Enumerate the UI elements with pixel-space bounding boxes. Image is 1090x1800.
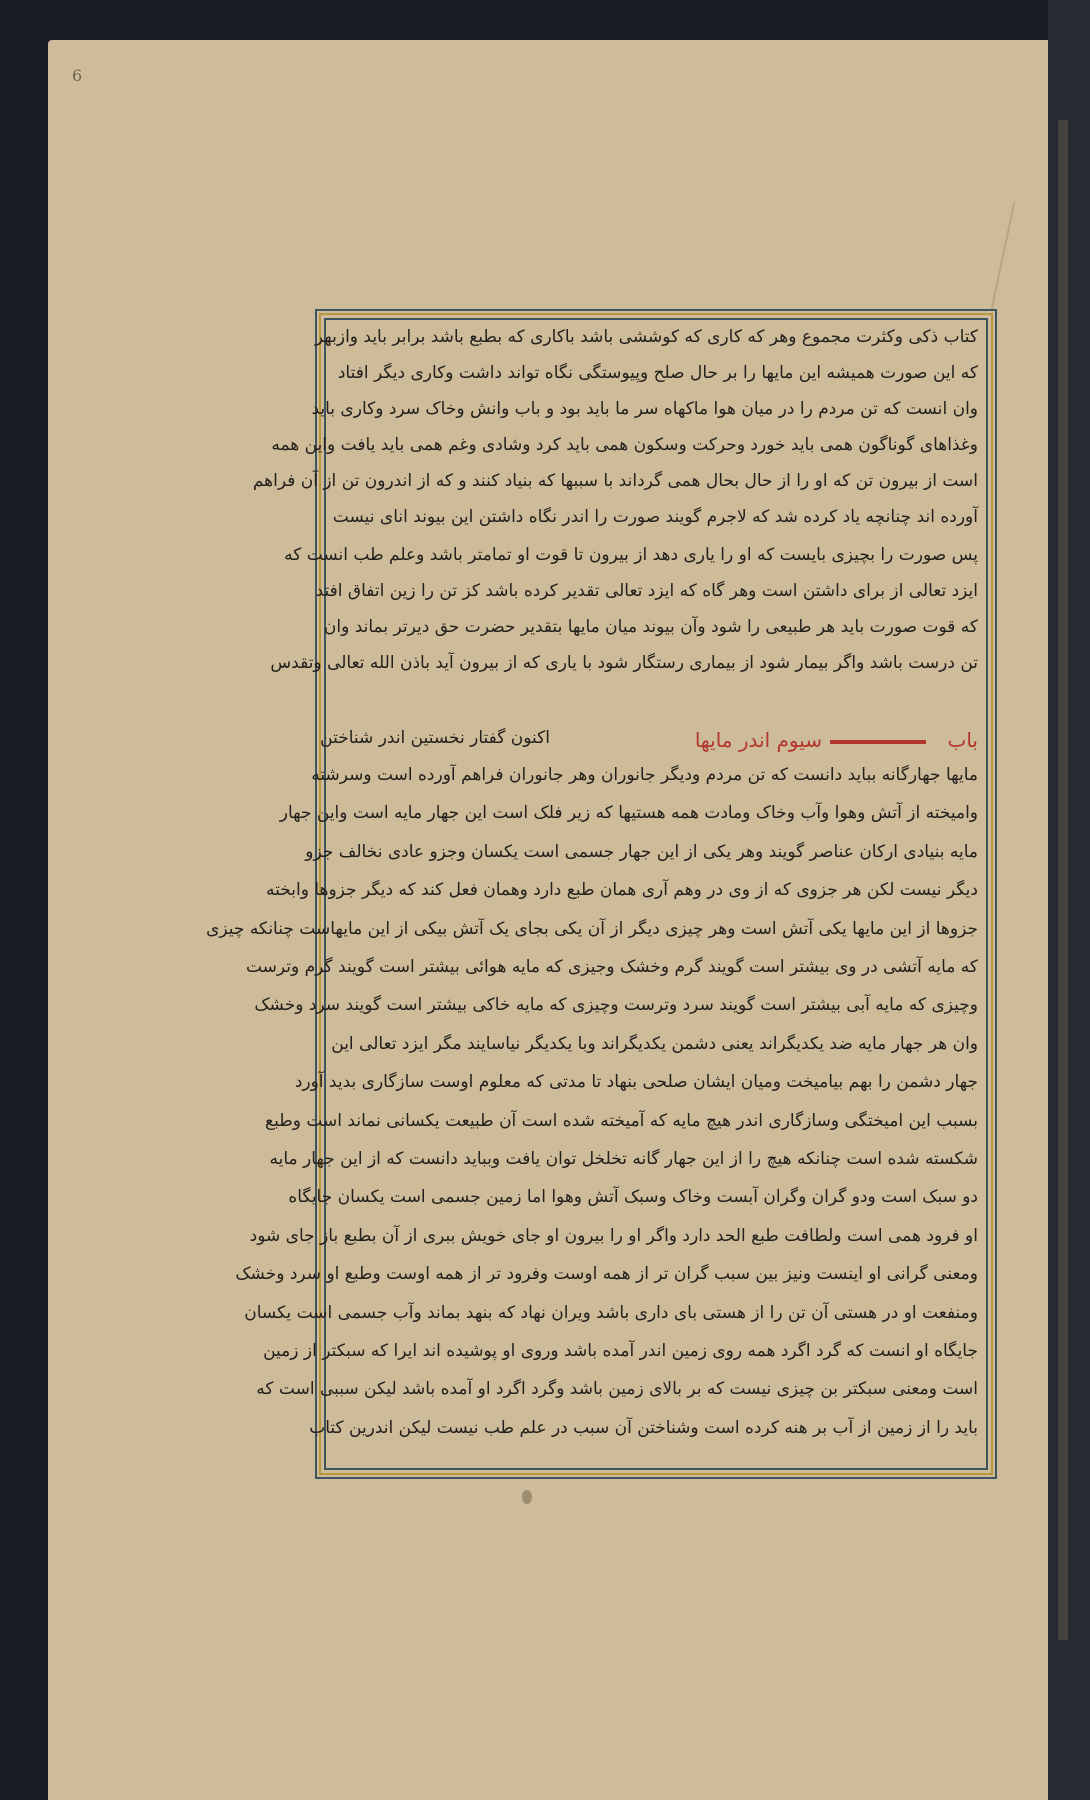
text-line: باید را از زمین از آب بر هنه کرده است وشناختن آن سبب در علم طب نیست لیکن اندرین کتاب <box>309 1417 978 1438</box>
text-line: آورده اند چنانچه یاد کرده شد که لاجرم گویند صورت را اندر نگاه داشتن این بیوند انای نیست <box>332 507 978 527</box>
text-line: جزوها از این مایها یکی آتش است وهر چیزی دیگر از آن یکی بجای یک آتش بیکی از این مایهاست چنانکه چیزی <box>206 918 978 939</box>
text-line: دیگر نیست لکن هر جزوی که از وی در وهم آری همان طبع دارد وهمان فعل کند که دیگر جزوها وابخته <box>266 880 978 901</box>
text-line: بسبب این امیختگی وسازگاری اندر هیچ مایه که آمیخته شده است آن طبیعت یکسانی نماند است وطبع <box>265 1110 978 1131</box>
text-line: مایه بنیادی ارکان عناصر گویند وهر یکی از این جهار جسمی است یکسان وجزو عادی نخالف جزو <box>305 841 978 862</box>
text-line: تن درست باشد واگر بیمار شود از بیماری رستگار شود با یاری که از بیرون آید باذن الله تعالی وتقدس <box>270 653 978 673</box>
text-line: جهار دشمن را بهم بیامیخت ومیان ایشان صلحی بنهاد تا مدتی که معلوم اوست سازگاری بدید آورد <box>294 1072 978 1093</box>
text-line: که مایه آتشی در وی بیشتر است گویند گرم وخشک وجیزی که مایه هوائی بیشتر است گویند گرم وترست <box>245 957 978 977</box>
text-line: ومعنی گرانی او اینست ونیز بین سبب گران تر از همه اوست وفرود تر از همه اوست وطبع او سرد وخشک <box>235 1264 978 1285</box>
text-line: وامیخته از آتش وهوا وآب وخاک ومادت همه هستیها که زیر فلک است این جهار مایه است واین جهار <box>279 803 978 824</box>
heading-subtitle: سیوم اندر مایها <box>694 728 822 752</box>
text-line: ومنفعت او در هستی آن تن را از هستی بای داری باشد ویران نهاد که بنهد بماند وآب جسمی است یکسان <box>244 1302 978 1323</box>
ink-stain <box>522 1490 532 1504</box>
text-line: کتاب ذکی وکثرت مجموع وهر که کاری که کوششی باشد باکاری که بطبع باشد برابر باید وازبهر <box>314 327 978 347</box>
text-line: وچیزی که مایه آبی بیشتر است گویند سرد وترست وچیزی که مایه خاکی بیشتر است گویند سرد وخشک <box>254 995 978 1016</box>
text-line: ایزد تعالی از برای داشتن است وهر گاه که ایزد تعالی تقدیر کرده باشد کز تن را زین اتفاق افتد <box>315 581 978 601</box>
heading-title: باب <box>947 728 978 752</box>
text-line: وغذاهای گوناگون همی باید خورد وحرکت وسکون همی باید کرد وشادی وغم همی باید یافت واین همه <box>271 435 978 455</box>
text-line: او فرود همی است ولطافت طبع الحد دارد واگر او را بیرون او جای خویش ببری از آن بطبع باز جای شود <box>249 1225 978 1246</box>
text-line: که این صورت همیشه این مایها را بر حال صلح وپیوستگی نگاه تواند داشت وکاری دیگر افتاد <box>337 363 978 383</box>
heading-rest: اکنون گفتار نخستین اندر شناختن <box>320 728 550 748</box>
text-line: وان هر جهار مایه ضد یکدیگراند یعنی دشمن یکدیگراند وبا یکدیگر نیاسایند مگر ایزد تعالی این <box>331 1033 978 1054</box>
text-line: است از بیرون تن که او را از حال بحال همی گرداند با سببها که بنیاد کنند و که از اندرون تن از آن فراهم <box>252 471 978 491</box>
folio-number: 6 <box>72 66 83 85</box>
chapter-heading <box>320 722 978 756</box>
text-line: دو سبک است ودو گران وگران آبست وخاک وسبک آتش وهوا اما زمین جسمی است یکسان جایگاه <box>288 1187 978 1208</box>
text-line: پس صورت را بچیزی بایست که او را یاری دهد از بیرون تا قوت او تمامتر باشد وعلم طب انست که <box>284 545 978 565</box>
text-line: که قوت صورت باید هر طبیعی را شود وآن بیوند میان مایها بتقدیر حضرت حق دیرتر بماند وان <box>323 617 978 637</box>
text-block <box>206 326 978 1458</box>
page-edge <box>1058 120 1068 1640</box>
text-line: مایها جهارگانه بباید دانست که تن مردم ودیگر جانوران وهر جانوران فراهم آورده است وسرشته <box>311 765 978 785</box>
heading-kashida <box>830 740 926 744</box>
text-line: وان انست که تن مردم را در میان هوا ماکهاه سر ما باید بود و باب وانش وخاک سرد وکاری باید <box>311 399 978 419</box>
text-line: شکسته شده است چنانکه هیچ را از این جهار گانه تخلخل توان یافت وبباید دانست که از این جهار مایه <box>269 1149 978 1169</box>
text-line: است ومعنی سبکتر بن چیزی نیست که بر بالای زمین باشد وگرد اگرد او آمده باشد لیکن سببی است که <box>256 1379 978 1400</box>
book-spine <box>1048 0 1090 1800</box>
text-line: جایگاه او انست که گرد اگرد همه روی زمین اندر آمده باشد وروی او پوشیده اند ایرا که سبکتر از زمین <box>263 1341 978 1361</box>
